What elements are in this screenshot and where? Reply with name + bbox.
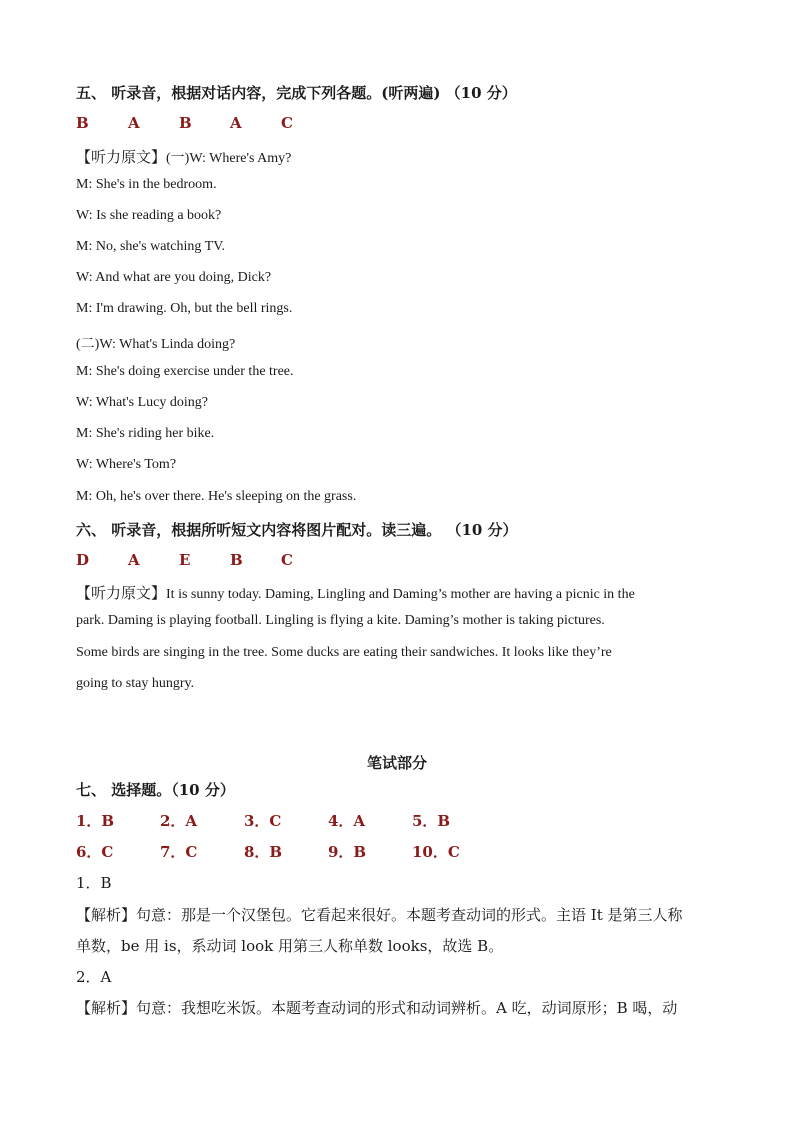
passage-line: going to stay hungry. bbox=[76, 676, 195, 691]
answer-item: 7．C bbox=[160, 843, 198, 861]
answer-item: 10．C bbox=[412, 843, 460, 861]
explanation-line: 【解析】句意：我想吃米饭。本题考查动词的形式和动词辨析。A 吃，动词原形；B 喝，动 bbox=[76, 999, 678, 1017]
explanation-line: 单数，be 用 is，系动词 look 用第三人称单数 looks，故选 B。 bbox=[76, 937, 504, 955]
answer-item: A bbox=[128, 551, 140, 569]
passage-line: Some birds are singing in the tree. Some ducks are eating their sandwiches. It looks like they’re bbox=[76, 645, 612, 660]
transcript-label: 【听力原文】 bbox=[76, 586, 167, 602]
section6-answers bbox=[76, 551, 293, 569]
answer-item: 6．C bbox=[76, 843, 114, 861]
answer-item: B bbox=[179, 114, 192, 132]
written-section-title: 笔试部分 bbox=[366, 754, 427, 772]
dialogue-line: (二)W: What's Linda doing? bbox=[76, 337, 236, 352]
dialogue-line: M: She's in the bedroom. bbox=[76, 177, 217, 192]
answer-item: 5．B bbox=[412, 812, 451, 830]
section6-heading: 六、 听录音，根据所听短文内容将图片配对。读三遍。 （10 分） bbox=[76, 521, 518, 539]
explanation-line: 【解析】句意：那是一个汉堡包。它看起来很好。本题考查动词的形式。主语 It 是第三人称 bbox=[76, 906, 683, 924]
answer-item: 9．B bbox=[328, 843, 367, 861]
dialogue-line: W: And what are you doing, Dick? bbox=[76, 270, 272, 285]
dialogue-line: M: She's doing exercise under the tree. bbox=[76, 364, 294, 379]
answer-item: 1．B bbox=[76, 812, 115, 830]
answer-item: A bbox=[128, 114, 140, 132]
answer-item: 8．B bbox=[244, 843, 283, 861]
question-answer: 1．B bbox=[76, 874, 112, 892]
answer-item: D bbox=[76, 551, 90, 569]
section7-answers-row1 bbox=[76, 810, 496, 831]
dialogue-line: W: Is she reading a book? bbox=[76, 208, 222, 223]
section7-answers-row2 bbox=[76, 841, 496, 862]
dialogue-line: M: Oh, he's over there. He's sleeping on the grass. bbox=[76, 489, 357, 504]
dialogue-line: W: Where's Tom? bbox=[76, 457, 177, 472]
section5-answers bbox=[76, 114, 293, 132]
answer-item: 4．A bbox=[328, 812, 366, 830]
question-answer: 2．A bbox=[76, 968, 112, 986]
answer-item: C bbox=[281, 114, 293, 132]
section5-heading: 五、 听录音，根据对话内容，完成下列各题。(听两遍) （10 分） bbox=[76, 84, 517, 102]
answer-item: B bbox=[230, 551, 243, 569]
dialogue-line: W: What's Lucy doing? bbox=[76, 395, 208, 410]
answer-item: B bbox=[76, 114, 89, 132]
transcript-label: 【听力原文】 bbox=[76, 150, 167, 166]
answer-item: E bbox=[179, 551, 191, 569]
dialogue-line: 【听力原文】(一)W: Where's Amy? bbox=[76, 150, 292, 166]
dialogue-line: M: She's riding her bike. bbox=[76, 426, 215, 441]
dialogue-line: M: I'm drawing. Oh, but the bell rings. bbox=[76, 301, 293, 316]
passage-line: 【听力原文】It is sunny today. Daming, Lingling and Daming’s mother are having a picnic in the bbox=[76, 586, 635, 602]
passage-line: park. Daming is playing football. Lingling is flying a kite. Daming’s mother is taking pictures. bbox=[76, 613, 605, 628]
dialogue-line: M: No, she's watching TV. bbox=[76, 239, 226, 254]
answer-item: A bbox=[230, 114, 242, 132]
answer-item: 2．A bbox=[160, 812, 198, 830]
answer-item: 3．C bbox=[244, 812, 282, 830]
answer-item: C bbox=[281, 551, 293, 569]
section7-heading: 七、 选择题。（10 分） bbox=[76, 781, 235, 799]
